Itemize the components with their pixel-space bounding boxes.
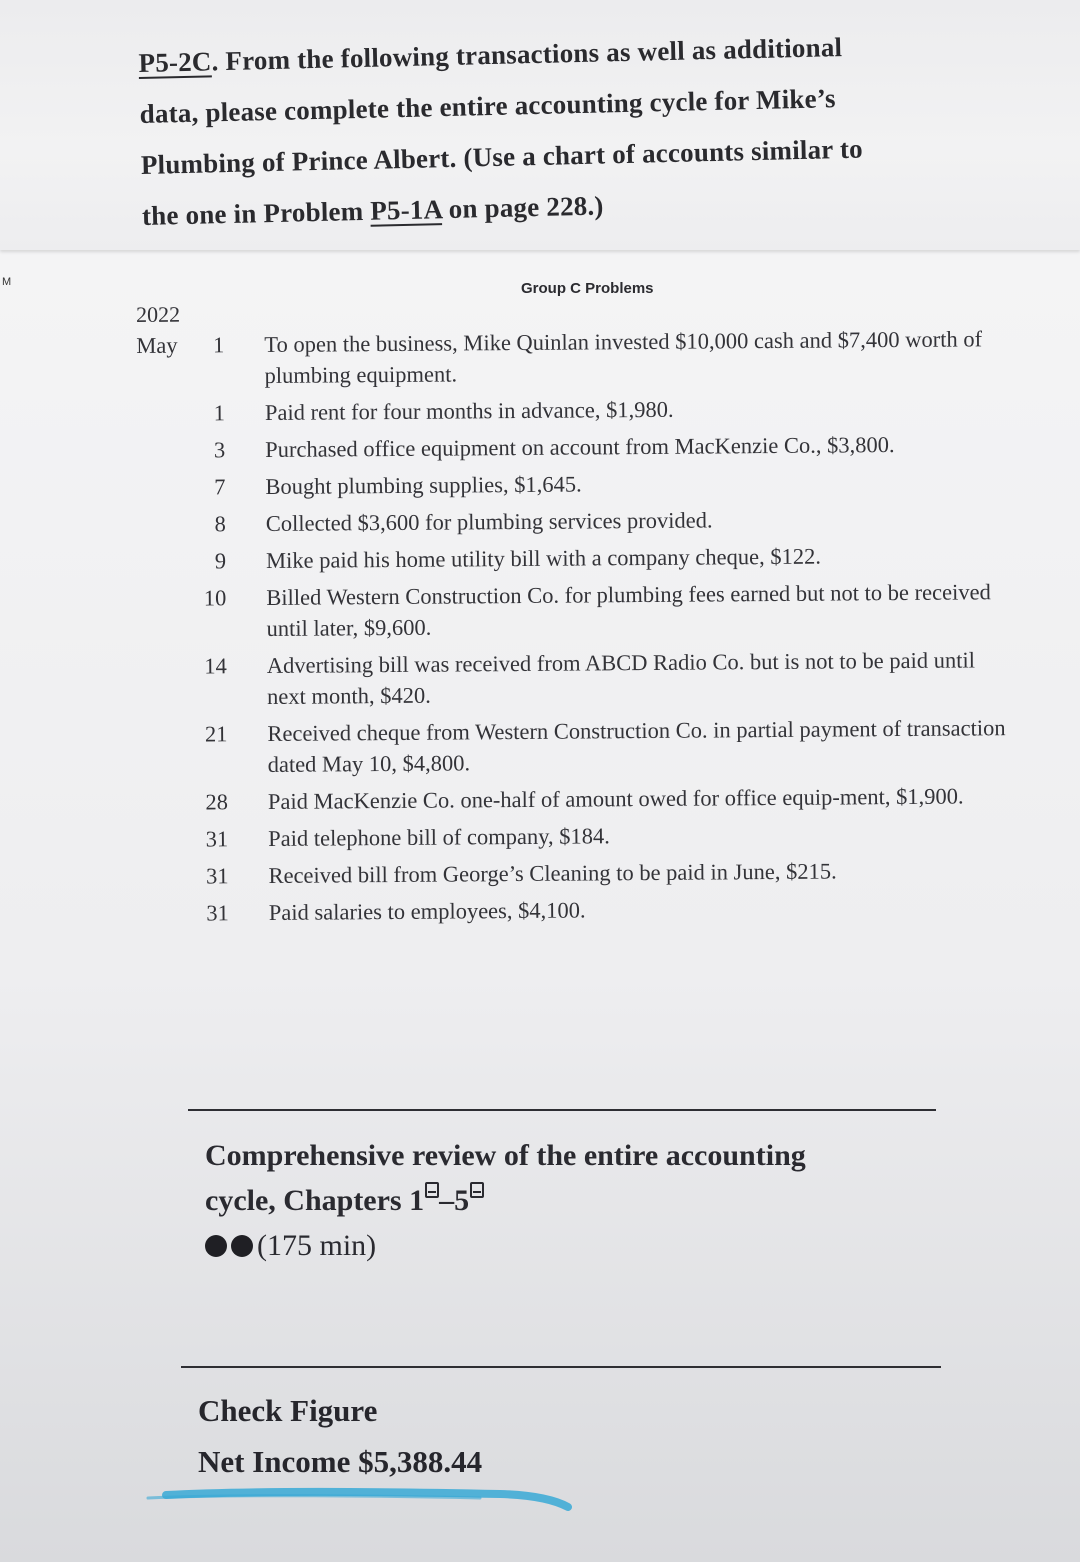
highlighter-stroke-edge (148, 1496, 480, 1498)
transaction-row (141, 891, 1021, 929)
transaction-row (139, 644, 1019, 713)
transaction-row (139, 712, 1019, 781)
transaction-day: 31 (205, 826, 229, 852)
transaction-month: May (136, 332, 178, 358)
transaction-description: Purchased office equipment on account from MacKenzie Co., $3,800. (265, 432, 895, 462)
transaction-row (140, 817, 1020, 855)
problem-line-4: the one in Problem P5-1A on page 228.) (141, 190, 604, 231)
transaction-day: 21 (204, 721, 228, 747)
transaction-day: 9 (214, 548, 227, 574)
transaction-day: 8 (214, 511, 226, 537)
group-title: Group C Problems (521, 280, 654, 297)
transaction-description: Collected $3,600 for plumbing services provided. (265, 507, 713, 536)
transaction-row (140, 780, 1020, 818)
review-line-1: Comprehensive review of the entire accounting (205, 1139, 806, 1172)
transaction-rows (136, 323, 1021, 929)
transaction-day: 7 (214, 474, 226, 500)
transaction-day: 14 (204, 653, 227, 679)
transaction-day: 31 (206, 900, 229, 926)
highlighter-stroke (166, 1492, 568, 1507)
transaction-row (137, 428, 1017, 466)
transaction-description: Received bill from George’s Cleaning to be paid in June, $215. (268, 858, 837, 888)
problem-line-1: P5-2C. From the following transactions as well as additional (138, 32, 843, 78)
transaction-day: 3 (213, 437, 226, 463)
transaction-row (138, 539, 1018, 577)
problem-statement (138, 19, 962, 242)
review-note (205, 1133, 806, 1268)
transaction-description: Paid telephone bill of company, $184. (268, 823, 610, 851)
time-estimate: (175 min) (257, 1229, 377, 1262)
check-figure-title: Check Figure (198, 1393, 378, 1428)
learning-objective-icon (425, 1182, 439, 1198)
divider-line (188, 1109, 936, 1111)
check-figure-value: Net Income $5,388.44 (198, 1444, 483, 1479)
transaction-day: 28 (205, 789, 229, 815)
difficulty-dot-icon (231, 1235, 253, 1257)
transaction-description: Mike paid his home utility bill with a company cheque, $122. (265, 543, 822, 573)
transaction-description: Billed Western Construction Co. for plumbing fees earned but not to be received until later, $9,600. (266, 579, 991, 641)
transaction-day: 1 (213, 400, 225, 426)
problem-reference: P5-1A (369, 194, 443, 226)
transaction-row (137, 465, 1017, 503)
transaction-day: 10 (203, 585, 227, 611)
transaction-row (138, 502, 1018, 540)
transaction-description: Paid salaries to employees, $4,100. (268, 897, 586, 925)
transaction-row (140, 854, 1020, 892)
transaction-description: Bought plumbing supplies, $1,645. (265, 471, 582, 499)
review-line-3 (205, 1223, 806, 1268)
highlighter-mark (140, 1480, 580, 1520)
transaction-row (136, 323, 1016, 392)
transaction-description: Paid rent for four months in advance, $1,980. (264, 396, 674, 425)
transaction-row (138, 576, 1018, 645)
problem-line-3: Plumbing of Prince Albert. (Use a chart of accounts similar to (140, 133, 864, 180)
check-figure (198, 1385, 482, 1487)
divider-line (181, 1366, 941, 1368)
transaction-year: 2022 (136, 301, 181, 327)
edge-mark: M (2, 276, 12, 288)
difficulty-dot-icon (205, 1235, 227, 1257)
transaction-description: Received cheque from Western Construction Co. in partial payment of transaction dated May 10, $4,800. (267, 715, 1006, 777)
problem-line-2: data, please complete the entire accounting cycle for Mike’s (139, 83, 836, 129)
transaction-description: Advertising bill was received from ABCD Radio Co. but is not to be paid until next month, $420. (266, 647, 975, 709)
transaction-day: 31 (205, 863, 229, 889)
learning-objective-icon (470, 1182, 484, 1198)
transaction-day: 1 (213, 332, 225, 358)
transaction-row (137, 391, 1017, 429)
transaction-list (136, 293, 1021, 935)
transaction-description: Paid MacKenzie Co. one-half of amount owed for office equip-ment, $1,900. (267, 783, 964, 814)
review-line-2: cycle, Chapters 1 –5 (205, 1178, 806, 1223)
transaction-description: To open the business, Mike Quinlan invested $10,000 cash and $7,400 worth of plumbing equipment. (264, 326, 983, 388)
problem-id: P5-2C (138, 46, 212, 78)
